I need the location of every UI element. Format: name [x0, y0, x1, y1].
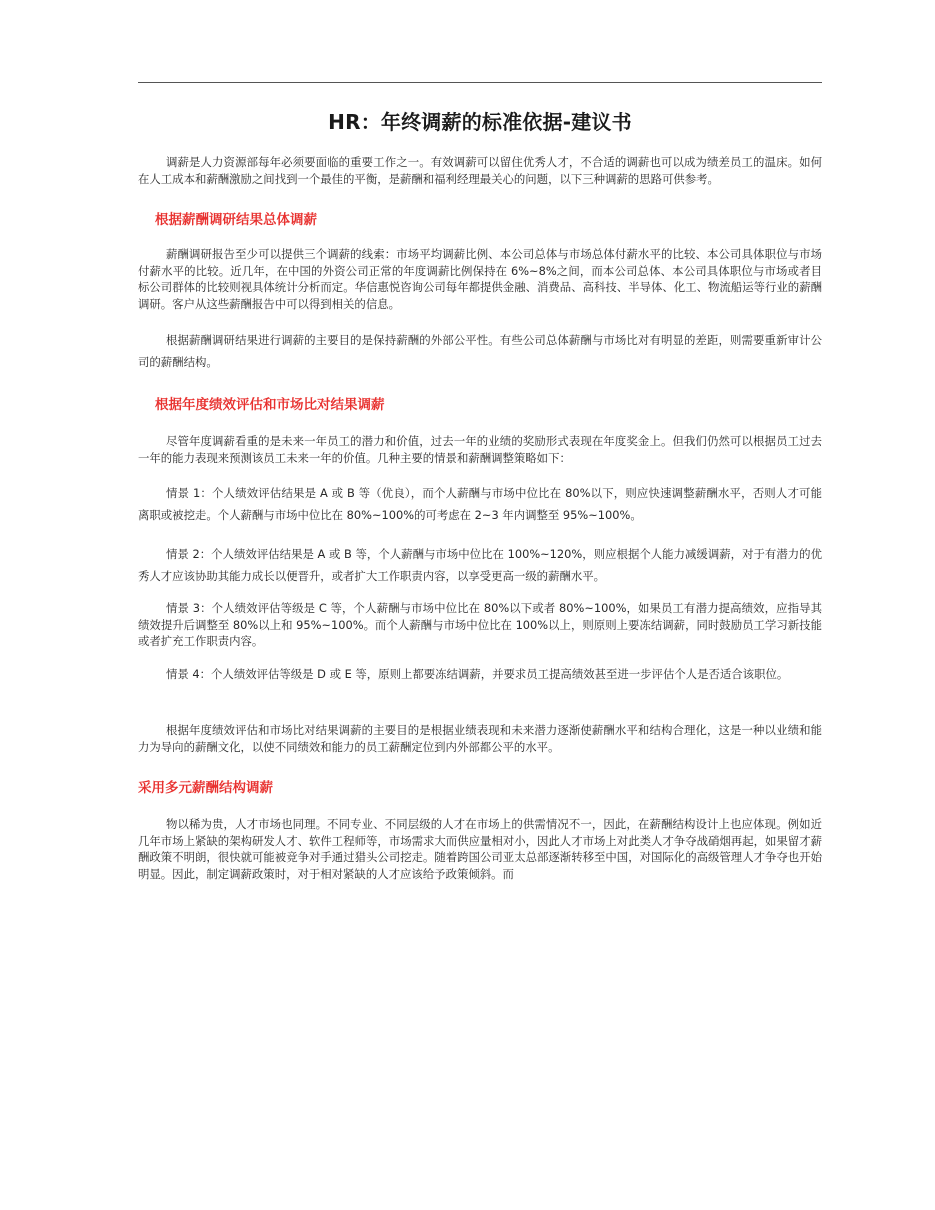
section2-paragraph-1: 尽管年度调薪看重的是未来一年员工的潜力和价值，过去一年的业绩的奖励形式表现在年度奖金上。但我们仍然可以根据员工过去一年的能力表现来预测该员工未来一年的价值。几种主要的情景和薪酬调整策略如下：: [138, 434, 822, 465]
scenario-1: 情景 1：个人绩效评估结果是 A 或 B 等（优良），而个人薪酬与市场中位比在 80%以下，则应快速调整薪酬水平，否则人才可能离职或被挖走。个人薪酬与市场中位比在 80%~100%的可考虑在 2~3 年内调整至 95%~100%。: [138, 486, 822, 522]
section1-paragraph-1: 薪酬调研报告至少可以提供三个调薪的线索：市场平均调薪比例、本公司总体与市场总体付薪水平的比较、本公司具体职位与市场付薪水平的比较。近几年，在中国的外资公司正常的年度调薪比例保持在 6%~8%之间，而本公司总体、本公司具体职位与市场或者目标公司群体的比较则视具体统计分析而定。华信惠悦咨询公司每年都提供金融、消费品、高科技、半导体、化工、物流船运等行业的薪酬调研。客户从这些薪酬报告中可以得到相关的信息。: [138, 247, 822, 311]
intro-paragraph: 调薪是人力资源部每年必须要面临的重要工作之一。有效调薪可以留住优秀人才，不合适的调薪也可以成为绩差员工的温床。如何在人工成本和薪酬激励之间找到一个最佳的平衡，是薪酬和福利经理最关心的问题，以下三种调薪的思路可供参考。: [138, 155, 822, 186]
scenario-4: 情景 4：个人绩效评估等级是 D 或 E 等，原则上都要冻结调薪，并要求员工提高绩效甚至进一步评估个人是否适合该职位。: [166, 667, 789, 681]
section-heading-salary-survey: 根据薪酬调研结果总体调薪: [155, 212, 317, 228]
top-rule: [138, 82, 822, 83]
section-heading-performance: 根据年度绩效评估和市场比对结果调薪: [155, 397, 385, 413]
section-heading-multi-structure: 采用多元薪酬结构调薪: [138, 780, 273, 796]
document-page: [138, 82, 822, 881]
section3-paragraph-1: 物以稀为贵，人才市场也同理。不同专业、不同层级的人才在市场上的供需情况不一，因此，在薪酬结构设计上也应体现。例如近几年市场上紧缺的架构研发人才、软件工程师等，市场需求大而供应量相对小，因此人才市场上对此类人才争夺战硝烟再起，如果留才薪酬政策不明朗，很快就可能被竞争对手通过猎头公司挖走。随着跨国公司亚太总部逐渐转移至中国，对国际化的高级管理人才争夺也开始明显。因此，制定调薪政策时，对于相对紧缺的人才应该给予政策倾斜。而: [138, 817, 822, 881]
document-title: HR：年终调薪的标准依据-建议书: [328, 110, 632, 134]
scenario-2: 情景 2：个人绩效评估结果是 A 或 B 等，个人薪酬与市场中位比在 100%~120%，则应根据个人能力减缓调薪，对于有潜力的优秀人才应该协助其能力成长以便晋升，或者扩大工作职责内容，以享受更高一级的薪酬水平。: [138, 547, 822, 583]
section1-paragraph-2: 根据薪酬调研结果进行调薪的主要目的是保持薪酬的外部公平性。有些公司总体薪酬与市场比对有明显的差距，则需要重新审计公司的薪酬结构。: [138, 333, 822, 369]
scenario-3: 情景 3：个人绩效评估等级是 C 等，个人薪酬与市场中位比在 80%以下或者 80%~100%，如果员工有潜力提高绩效，应指导其绩效提升后调整至 80%以上和 95%~100%。而个人薪酬与市场中位比在 100%以上，则原则上要冻结调薪，同时鼓励员工学习新技能或者扩充工作职责内容。: [138, 601, 822, 648]
section2-paragraph-2: 根据年度绩效评估和市场比对结果调薪的主要目的是根据业绩表现和未来潜力逐渐使薪酬水平和结构合理化，这是一种以业绩和能力为导向的薪酬文化，以使不同绩效和能力的员工薪酬定位到内外部都公平的水平。: [138, 723, 822, 754]
